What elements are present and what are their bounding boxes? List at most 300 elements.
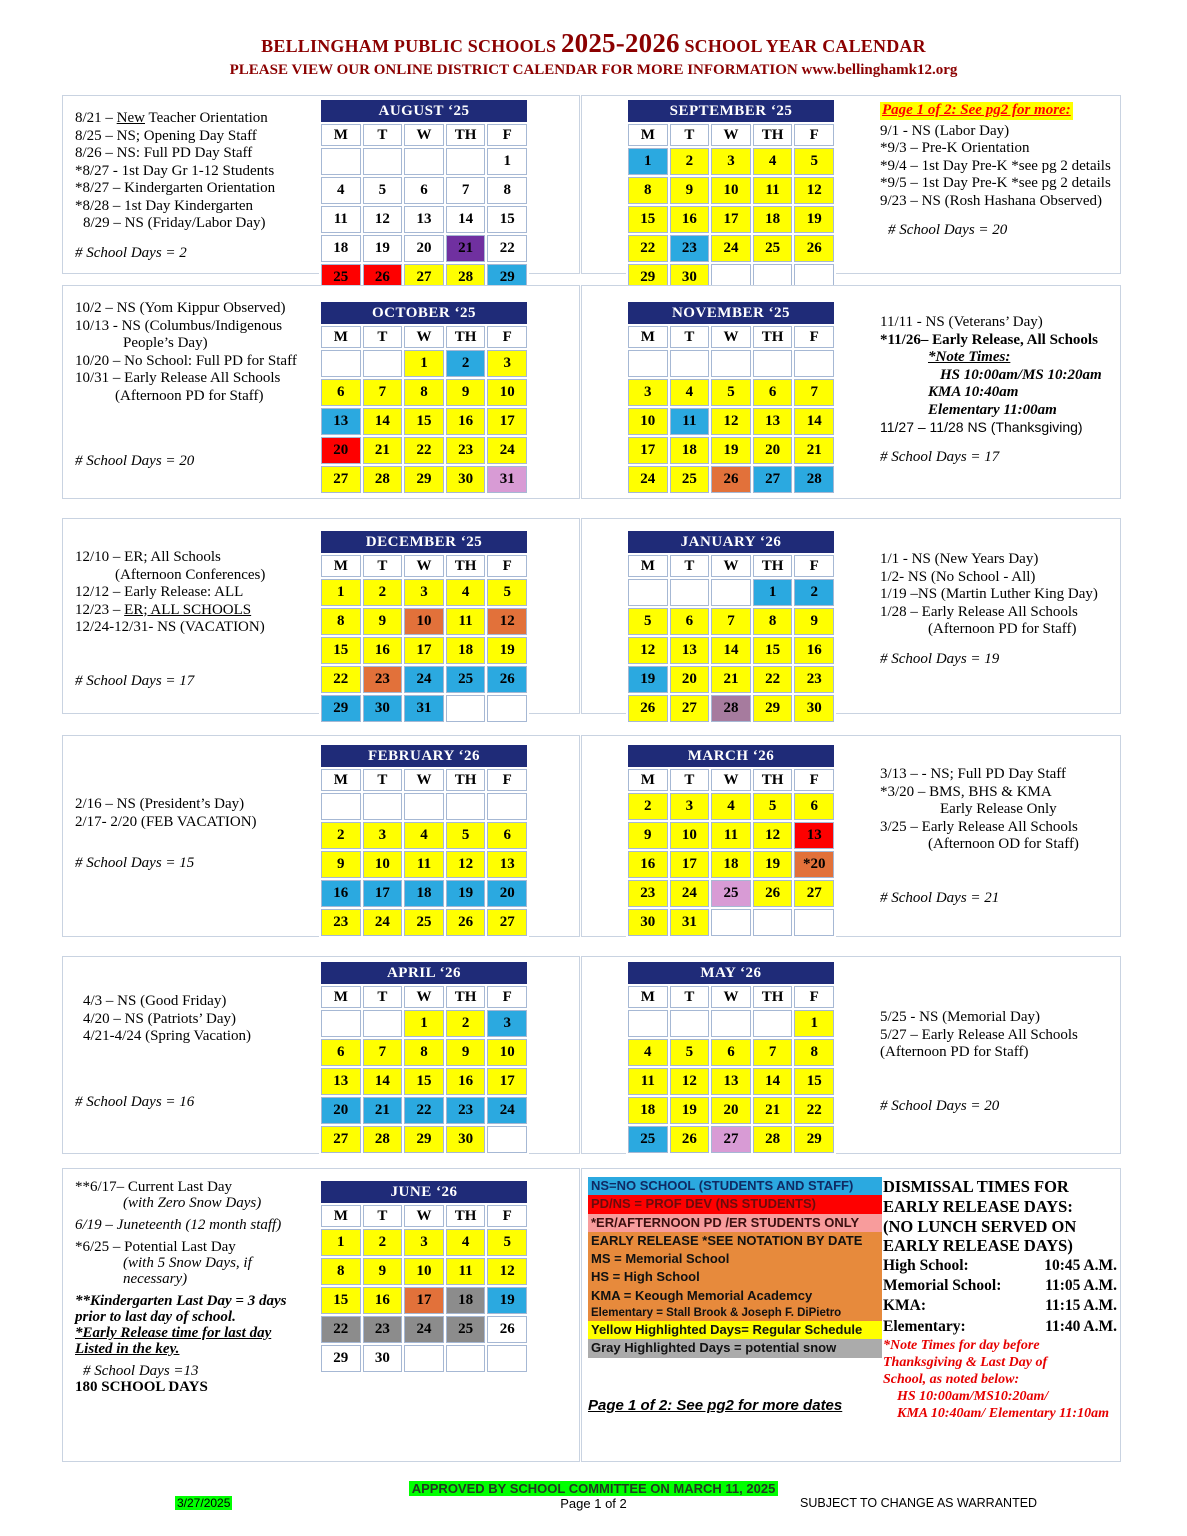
day-cell <box>363 350 403 377</box>
legend-item: Yellow Highlighted Days= Regular Schedule <box>588 1321 882 1339</box>
calendar-title-row <box>321 1181 527 1203</box>
legend-item: *ER/AFTERNOON PD /ER STUDENTS ONLY <box>588 1214 882 1232</box>
note-line <box>75 405 329 417</box>
day-cell: 18 <box>628 1097 668 1124</box>
dismissal-row <box>883 1317 1117 1337</box>
day-cell: 21 <box>753 1097 793 1124</box>
day-cell: 20 <box>404 235 444 262</box>
note-line: # School Days = 17 <box>75 672 195 689</box>
day-header: T <box>363 986 403 1008</box>
day-cell <box>711 350 751 377</box>
day-cell: 7 <box>711 608 751 635</box>
calendar-week-row <box>321 1097 527 1124</box>
note-line: # School Days = 15 <box>75 855 195 871</box>
note-line: 12/10 – ER; All Schools <box>75 549 221 565</box>
note-line: # School Days = 20 <box>75 453 195 469</box>
day-cell: 19 <box>363 235 403 262</box>
note-line: (Afternoon PD for Staff) <box>928 621 1077 637</box>
day-cell: 16 <box>670 206 710 233</box>
day-header: M <box>628 326 668 348</box>
day-header: F <box>487 769 527 791</box>
note-line: *9/3 – Pre-K Orientation <box>880 140 1030 156</box>
calendar-week-row <box>628 350 834 377</box>
note-line: # School Days = 16 <box>75 1093 195 1110</box>
day-cell: 16 <box>794 637 834 664</box>
note-line: 8/26 – NS: Full PD Day Staff <box>75 145 253 161</box>
note-line: 10/2 – NS (Yom Kippur Observed) <box>75 300 286 316</box>
day-cell <box>487 695 527 722</box>
day-cell: 25 <box>711 880 751 907</box>
day-cell: 1 <box>794 1010 834 1037</box>
day-cell: 9 <box>670 177 710 204</box>
day-cell: 20 <box>670 666 710 693</box>
calendar-week-row <box>321 1068 527 1095</box>
notes-november <box>880 314 1118 466</box>
day-cell: 10 <box>628 408 668 435</box>
day-header: T <box>670 555 710 577</box>
note-line: 5/27 – Early Release All Schools <box>880 1026 1078 1043</box>
day-header: M <box>628 986 668 1008</box>
approval-note <box>0 1481 1187 1496</box>
day-cell: 1 <box>321 579 361 606</box>
legend-item: PD/NS = PROF DEV (NS STUDENTS) <box>588 1195 882 1213</box>
day-cell <box>363 793 403 820</box>
day-cell <box>670 1010 710 1037</box>
day-cell: 25 <box>753 235 793 262</box>
calendar-day-header-row <box>321 124 527 146</box>
note-line: 6/19 – Juneteenth (12 month staff) <box>75 1217 282 1233</box>
note-line: necessary) <box>123 1271 188 1287</box>
day-header: W <box>711 555 751 577</box>
day-cell: 11 <box>711 822 751 849</box>
note-line: 11/27 – 11/28 NS (Thanksgiving) <box>880 419 1083 435</box>
dismissal-row <box>883 1256 1117 1276</box>
day-cell: 2 <box>321 822 361 849</box>
day-cell: 26 <box>753 880 793 907</box>
calendar-january <box>626 529 836 724</box>
day-header: TH <box>753 986 793 1008</box>
calendar-day-header-row <box>321 326 527 348</box>
day-cell: 26 <box>794 235 834 262</box>
day-cell: 25 <box>321 264 361 291</box>
calendar-day-header-row <box>628 326 834 348</box>
note-line: # School Days = 20 <box>880 1097 1000 1114</box>
note-line: 10/20 – No School: Full PD for Staff <box>75 352 297 369</box>
calendar-week-row <box>321 579 527 606</box>
day-header: W <box>404 326 444 348</box>
calendar-day-header-row <box>321 1205 527 1227</box>
note-line <box>880 437 1118 449</box>
calendar-title-row <box>321 531 527 553</box>
day-cell <box>670 350 710 377</box>
day-cell: 23 <box>670 235 710 262</box>
day-cell: 18 <box>446 1287 486 1314</box>
calendar-may <box>626 960 836 1155</box>
day-header: T <box>670 326 710 348</box>
calendar-day-header-row <box>628 555 834 577</box>
day-cell: 5 <box>487 1229 527 1256</box>
calendar-title-row <box>628 962 834 984</box>
day-cell: 20 <box>753 437 793 464</box>
note-line: 10/13 - NS (Columbus/Indigenous <box>75 317 283 334</box>
title-suffix: SCHOOL YEAR CALENDAR <box>684 36 926 56</box>
calendar-week-row <box>628 1126 834 1153</box>
day-cell: 7 <box>794 379 834 406</box>
calendar-title: APRIL ‘26 <box>321 962 527 984</box>
day-cell <box>753 909 793 936</box>
day-cell: 13 <box>753 408 793 435</box>
section-june <box>62 1168 580 1462</box>
day-cell: 25 <box>628 1126 668 1153</box>
day-cell: 16 <box>321 880 361 907</box>
day-cell: 8 <box>794 1039 834 1066</box>
note-line: Elementary 11:00am <box>928 401 1057 418</box>
note-line <box>75 637 329 649</box>
note-segment: New <box>116 110 145 126</box>
calendar-week-row <box>321 206 527 233</box>
day-cell: 12 <box>794 177 834 204</box>
note-line: 1/28 – Early Release All Schools <box>880 603 1078 620</box>
note-line <box>880 639 1118 651</box>
calendar-june <box>319 1179 529 1374</box>
day-header: M <box>321 326 361 348</box>
dismissal-school-label: Memorial School: <box>883 1277 1002 1295</box>
note-line: *8/28 – 1st Day Kindergarten <box>75 197 254 214</box>
day-cell: 27 <box>753 466 793 493</box>
day-cell <box>711 909 751 936</box>
day-cell: 11 <box>321 206 361 233</box>
calendar-week-row <box>321 608 527 635</box>
day-header: W <box>404 986 444 1008</box>
calendar-title: FEBRUARY ‘26 <box>321 745 527 767</box>
calendar-week-row <box>321 880 527 907</box>
day-cell: 10 <box>711 177 751 204</box>
day-cell: 3 <box>711 148 751 175</box>
day-cell: 19 <box>794 206 834 233</box>
day-cell <box>363 1010 403 1037</box>
day-header: W <box>711 326 751 348</box>
day-cell <box>794 909 834 936</box>
note-line: People’s Day) <box>123 335 208 351</box>
day-header: TH <box>753 124 793 146</box>
day-cell: 29 <box>794 1126 834 1153</box>
note-line <box>880 854 1118 866</box>
note-line: 12/24-12/31- NS (VACATION) <box>75 619 265 635</box>
day-header: TH <box>446 124 486 146</box>
day-cell: 11 <box>628 1068 668 1095</box>
notes-march <box>880 766 1118 907</box>
calendar-title-row <box>321 745 527 767</box>
day-cell: 24 <box>404 666 444 693</box>
note-segment: Teacher Orientation <box>145 110 268 126</box>
calendar-week-row <box>321 1229 527 1256</box>
day-cell: 1 <box>487 148 527 175</box>
note-line: prior to last day of school. <box>75 1309 236 1325</box>
calendar-week-row <box>628 1097 834 1124</box>
day-cell: 6 <box>670 608 710 635</box>
day-cell: 12 <box>446 851 486 878</box>
section-legend <box>581 1168 1121 1462</box>
day-cell <box>404 1345 444 1372</box>
day-cell: 17 <box>363 880 403 907</box>
calendar-week-row <box>321 437 527 464</box>
note-line: (with 5 Snow Days, if <box>123 1255 252 1271</box>
calendar-week-row <box>321 851 527 878</box>
calendar-week-row <box>321 1316 527 1343</box>
day-cell: 3 <box>487 350 527 377</box>
calendar-week-row <box>628 793 834 820</box>
day-cell: 3 <box>404 1229 444 1256</box>
day-cell: 7 <box>363 1039 403 1066</box>
day-cell: 12 <box>363 206 403 233</box>
day-header: TH <box>446 1205 486 1227</box>
day-cell: 4 <box>446 1229 486 1256</box>
day-cell: 5 <box>487 579 527 606</box>
day-cell: 8 <box>628 177 668 204</box>
day-cell: 16 <box>446 1068 486 1095</box>
day-cell: 12 <box>487 1258 527 1285</box>
day-cell: 7 <box>363 379 403 406</box>
footer-date: 3/27/2025 <box>177 1496 231 1510</box>
day-cell: 26 <box>363 264 403 291</box>
note-line: 3/13 – - NS; Full PD Day Staff <box>880 766 1066 782</box>
day-cell: 29 <box>628 264 668 291</box>
title-year: 2025-2026 <box>560 28 680 58</box>
day-cell: 13 <box>321 1068 361 1095</box>
day-cell: 10 <box>404 608 444 635</box>
dismissal-red-note: HS 10:00am/MS10:20am/ <box>897 1388 1049 1404</box>
calendar-week-row <box>628 1010 834 1037</box>
day-cell: 9 <box>321 851 361 878</box>
day-cell: 24 <box>404 1316 444 1343</box>
day-cell: 14 <box>794 408 834 435</box>
day-header: TH <box>446 769 486 791</box>
day-cell: 15 <box>404 1068 444 1095</box>
day-header: W <box>404 124 444 146</box>
day-cell: 27 <box>711 1126 751 1153</box>
note-line: 11/11 - NS (Veterans’ Day) <box>880 314 1043 330</box>
day-cell: 2 <box>628 793 668 820</box>
day-cell: 31 <box>487 466 527 493</box>
note-line: KMA 10:40am <box>928 384 1019 400</box>
calendar-week-row <box>321 408 527 435</box>
day-cell: 4 <box>753 148 793 175</box>
day-cell: 9 <box>794 608 834 635</box>
day-cell: 13 <box>404 206 444 233</box>
day-cell: 9 <box>363 1258 403 1285</box>
day-cell: 15 <box>628 206 668 233</box>
footer-page-text: Page 1 of 2 <box>560 1496 627 1511</box>
day-cell: 24 <box>363 909 403 936</box>
day-cell: 20 <box>487 880 527 907</box>
calendar-week-row <box>321 1287 527 1314</box>
day-cell: 13 <box>711 1068 751 1095</box>
calendar-week-row <box>321 1010 527 1037</box>
day-cell: 3 <box>487 1010 527 1037</box>
section-november <box>581 285 1121 499</box>
calendar-week-row <box>321 822 527 849</box>
legend-item: KMA = Keough Memorial Academcy <box>588 1287 882 1305</box>
note-line: # School Days = 21 <box>880 889 1000 906</box>
section-october <box>62 285 580 499</box>
calendar-week-row <box>628 637 834 664</box>
dismissal-red-note: Thanksgiving & Last Day of <box>883 1354 1048 1370</box>
day-cell: 15 <box>794 1068 834 1095</box>
day-cell: 14 <box>711 637 751 664</box>
day-cell: 3 <box>363 822 403 849</box>
day-cell: 25 <box>670 466 710 493</box>
day-cell: 10 <box>487 1039 527 1066</box>
note-line: 9/1 - NS (Labor Day) <box>880 122 1010 139</box>
note-line: 12/12 – Early Release: ALL <box>75 584 244 600</box>
day-cell <box>404 148 444 175</box>
day-cell: 24 <box>670 880 710 907</box>
day-cell: 22 <box>753 666 793 693</box>
day-cell: 24 <box>628 466 668 493</box>
calendar-title-row <box>321 100 527 122</box>
page-header <box>0 28 1187 79</box>
calendar-week-row <box>628 177 834 204</box>
calendar-week-row <box>628 148 834 175</box>
day-cell: 29 <box>404 466 444 493</box>
calendar-title-row <box>321 302 527 324</box>
day-header: F <box>794 986 834 1008</box>
calendar-day-header-row <box>628 986 834 1008</box>
calendar-title: OCTOBER ‘25 <box>321 302 527 324</box>
day-cell: 5 <box>670 1039 710 1066</box>
day-cell: 26 <box>670 1126 710 1153</box>
day-cell: 31 <box>670 909 710 936</box>
day-cell: 24 <box>487 437 527 464</box>
note-line <box>880 878 1118 890</box>
day-cell: 22 <box>321 1316 361 1343</box>
calendar-week-row <box>321 1126 527 1153</box>
day-cell: 4 <box>711 793 751 820</box>
day-cell <box>794 350 834 377</box>
day-cell: 11 <box>670 408 710 435</box>
title-prefix: BELLINGHAM PUBLIC SCHOOLS <box>261 36 557 56</box>
dismissal-time-value: 11:40 A.M. <box>1045 1317 1117 1335</box>
day-cell: 4 <box>446 579 486 606</box>
day-header: M <box>321 1205 361 1227</box>
day-cell: 12 <box>670 1068 710 1095</box>
day-cell: 30 <box>363 695 403 722</box>
page-title <box>0 28 1187 59</box>
calendar-week-row <box>628 666 834 693</box>
note-line: 10/31 – Early Release All Schools <box>75 370 281 386</box>
footer-disclaimer: SUBJECT TO CHANGE AS WARRANTED <box>800 1496 1038 1510</box>
day-cell: 23 <box>446 1097 486 1124</box>
calendar-week-row <box>628 379 834 406</box>
note-line <box>75 1070 329 1082</box>
day-cell: 8 <box>404 379 444 406</box>
legend-item: NS=NO SCHOOL (STUDENTS AND STAFF) <box>588 1177 882 1195</box>
note-line: **Kindergarten Last Day = 3 days <box>75 1293 287 1309</box>
note-line: *3/20 – BMS, BHS & KMA <box>880 783 1052 800</box>
note-line <box>75 661 329 673</box>
note-segment: ER; ALL SCHOOLS <box>124 601 252 618</box>
calendar-day-header-row <box>628 124 834 146</box>
day-cell: 15 <box>321 1287 361 1314</box>
day-cell: 5 <box>446 822 486 849</box>
day-header: TH <box>446 326 486 348</box>
day-header: W <box>404 1205 444 1227</box>
calendar-day-header-row <box>628 769 834 791</box>
day-cell: 29 <box>321 1345 361 1372</box>
note-line <box>75 233 329 245</box>
day-cell <box>321 350 361 377</box>
day-cell: 18 <box>404 880 444 907</box>
note-line: HS 10:00am/MS 10:20am <box>940 366 1102 383</box>
day-cell: 9 <box>628 822 668 849</box>
calendar-week-row <box>628 695 834 722</box>
note-line: *8/27 – Kindergarten Orientation <box>75 180 276 196</box>
day-cell: 13 <box>321 408 361 435</box>
day-cell: 6 <box>753 379 793 406</box>
legend-item: Gray Highlighted Days = potential snow <box>588 1339 882 1357</box>
calendar-week-row <box>628 408 834 435</box>
day-header: M <box>321 769 361 791</box>
day-cell: 2 <box>446 350 486 377</box>
day-cell <box>446 1345 486 1372</box>
calendar-title-row <box>628 302 834 324</box>
day-cell: 2 <box>794 579 834 606</box>
note-segment: 8/21 – <box>75 110 117 126</box>
day-cell <box>487 1345 527 1372</box>
day-cell: 24 <box>487 1097 527 1124</box>
day-header: TH <box>753 769 793 791</box>
legend-item: EARLY RELEASE *SEE NOTATION BY DATE <box>588 1232 882 1250</box>
day-header: T <box>670 986 710 1008</box>
day-cell: 22 <box>628 235 668 262</box>
day-cell: 28 <box>711 695 751 722</box>
day-cell: 2 <box>446 1010 486 1037</box>
note-line: # School Days = 2 <box>75 244 187 261</box>
day-cell: *20 <box>794 851 834 878</box>
day-cell: 1 <box>321 1229 361 1256</box>
day-cell <box>321 148 361 175</box>
day-cell: 4 <box>321 177 361 204</box>
day-cell: 22 <box>404 437 444 464</box>
day-cell: 26 <box>628 695 668 722</box>
day-cell <box>753 1010 793 1037</box>
section-september <box>581 95 1121 285</box>
day-cell: 25 <box>446 666 486 693</box>
calendar-title: JUNE ‘26 <box>321 1181 527 1203</box>
calendar-week-row <box>628 1068 834 1095</box>
notes-june <box>75 1179 329 1395</box>
calendar-title-row <box>628 531 834 553</box>
day-cell: 18 <box>446 637 486 664</box>
day-cell: 22 <box>321 666 361 693</box>
day-cell: 7 <box>446 177 486 204</box>
day-cell: 4 <box>628 1039 668 1066</box>
day-cell: 6 <box>711 1039 751 1066</box>
day-cell: 17 <box>404 1287 444 1314</box>
day-header: T <box>363 124 403 146</box>
day-header: W <box>711 986 751 1008</box>
dismissal-title-line: DISMISSAL TIMES FOR <box>883 1177 1069 1196</box>
day-cell: 13 <box>794 822 834 849</box>
legend-page-note: Page 1 of 2: See pg2 for more dates <box>588 1397 843 1414</box>
day-cell: 8 <box>321 608 361 635</box>
notes-august <box>75 110 329 262</box>
day-cell: 17 <box>404 637 444 664</box>
notes-september <box>880 102 1118 240</box>
day-header: T <box>363 1205 403 1227</box>
day-cell: 29 <box>321 695 361 722</box>
note-line: **6/17– Current Last Day <box>75 1179 233 1195</box>
